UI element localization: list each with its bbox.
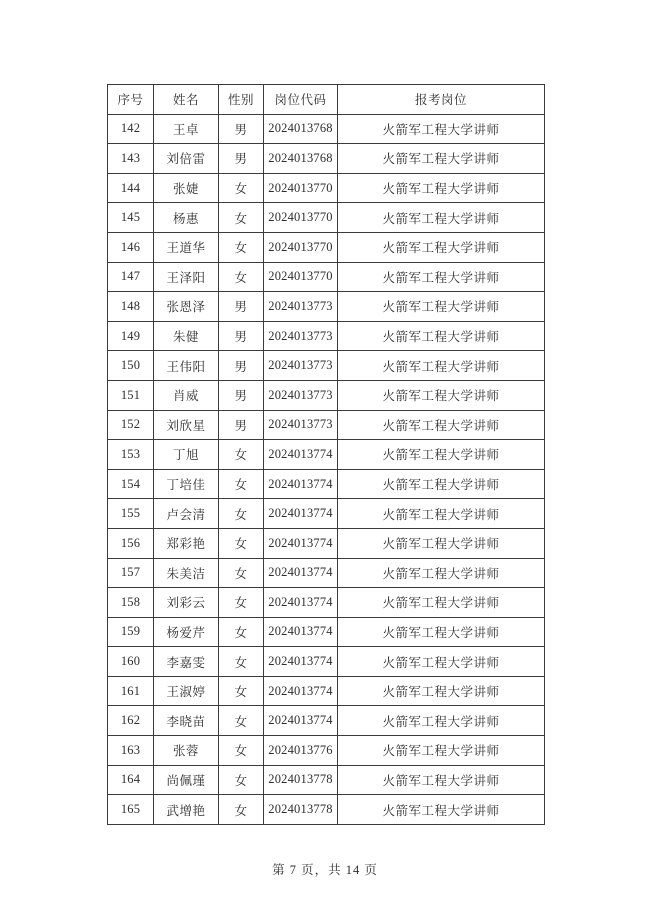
gender-cell: 女: [219, 706, 264, 736]
name-cell: 丁培佳: [154, 469, 219, 499]
gender-cell: 女: [219, 647, 264, 677]
gender-cell: 男: [219, 321, 264, 351]
page-number: 第 7 页，共 14 页: [272, 863, 378, 877]
table-row: [108, 706, 545, 736]
table-row: [108, 173, 545, 203]
position-cell: 火箭军工程大学讲师: [338, 410, 545, 440]
position-cell: 火箭军工程大学讲师: [338, 351, 545, 381]
serial-cell: 156: [108, 528, 154, 558]
name-cell: 杨惠: [154, 203, 219, 233]
applicant-table: [107, 84, 545, 825]
gender-cell: 女: [219, 765, 264, 795]
table-row: [108, 558, 545, 588]
serial-cell: 149: [108, 321, 154, 351]
table-row: [108, 499, 545, 529]
name-cell: 郑彩艳: [154, 528, 219, 558]
position-cell: 火箭军工程大学讲师: [338, 647, 545, 677]
gender-cell: 女: [219, 528, 264, 558]
table-row: [108, 203, 545, 233]
position-cell: 火箭军工程大学讲师: [338, 262, 545, 292]
serial-cell: 154: [108, 469, 154, 499]
serial-cell: 155: [108, 499, 154, 529]
code-cell: 2024013773: [264, 351, 338, 381]
col-header-code: 岗位代码: [264, 85, 338, 115]
table-row: [108, 795, 545, 825]
table-row: [108, 114, 545, 144]
serial-cell: 145: [108, 203, 154, 233]
serial-cell: 163: [108, 736, 154, 766]
gender-cell: 女: [219, 173, 264, 203]
gender-cell: 女: [219, 588, 264, 618]
position-cell: 火箭军工程大学讲师: [338, 380, 545, 410]
name-cell: 王淑婷: [154, 676, 219, 706]
gender-cell: 女: [219, 499, 264, 529]
name-cell: 王泽阳: [154, 262, 219, 292]
position-cell: 火箭军工程大学讲师: [338, 173, 545, 203]
position-cell: 火箭军工程大学讲师: [338, 588, 545, 618]
serial-cell: 148: [108, 292, 154, 322]
gender-cell: 男: [219, 114, 264, 144]
gender-cell: 女: [219, 469, 264, 499]
serial-cell: 162: [108, 706, 154, 736]
serial-cell: 151: [108, 380, 154, 410]
code-cell: 2024013778: [264, 765, 338, 795]
position-cell: 火箭军工程大学讲师: [338, 203, 545, 233]
code-cell: 2024013770: [264, 262, 338, 292]
serial-cell: 143: [108, 144, 154, 174]
position-cell: 火箭军工程大学讲师: [338, 440, 545, 470]
position-cell: 火箭军工程大学讲师: [338, 706, 545, 736]
serial-cell: 146: [108, 232, 154, 262]
name-cell: 张恩泽: [154, 292, 219, 322]
gender-cell: 女: [219, 558, 264, 588]
serial-cell: 158: [108, 588, 154, 618]
gender-cell: 男: [219, 144, 264, 174]
name-cell: 王道华: [154, 232, 219, 262]
table-row: [108, 765, 545, 795]
position-cell: 火箭军工程大学讲师: [338, 469, 545, 499]
name-cell: 杨爱芹: [154, 617, 219, 647]
position-cell: 火箭军工程大学讲师: [338, 795, 545, 825]
serial-cell: 161: [108, 676, 154, 706]
table-row: [108, 588, 545, 618]
name-cell: 李晓苗: [154, 706, 219, 736]
gender-cell: 女: [219, 617, 264, 647]
col-header-gender: 性别: [219, 85, 264, 115]
name-cell: 张蓉: [154, 736, 219, 766]
position-cell: 火箭军工程大学讲师: [338, 292, 545, 322]
code-cell: 2024013768: [264, 144, 338, 174]
code-cell: 2024013770: [264, 203, 338, 233]
gender-cell: 女: [219, 440, 264, 470]
gender-cell: 男: [219, 410, 264, 440]
table-row: [108, 440, 545, 470]
table-row: [108, 292, 545, 322]
name-cell: 李嘉雯: [154, 647, 219, 677]
table-row: [108, 321, 545, 351]
col-header-position: 报考岗位: [338, 85, 545, 115]
table-row: [108, 676, 545, 706]
code-cell: 2024013774: [264, 528, 338, 558]
position-cell: 火箭军工程大学讲师: [338, 232, 545, 262]
serial-cell: 159: [108, 617, 154, 647]
code-cell: 2024013776: [264, 736, 338, 766]
code-cell: 2024013774: [264, 558, 338, 588]
code-cell: 2024013774: [264, 588, 338, 618]
name-cell: 王伟阳: [154, 351, 219, 381]
code-cell: 2024013774: [264, 676, 338, 706]
serial-cell: 147: [108, 262, 154, 292]
name-cell: 尚佩瑾: [154, 765, 219, 795]
col-header-serial: 序号: [108, 85, 154, 115]
code-cell: 2024013774: [264, 647, 338, 677]
gender-cell: 男: [219, 351, 264, 381]
table-row: [108, 232, 545, 262]
table-row: [108, 351, 545, 381]
gender-cell: 男: [219, 292, 264, 322]
table-row: [108, 736, 545, 766]
name-cell: 张婕: [154, 173, 219, 203]
gender-cell: 女: [219, 795, 264, 825]
position-cell: 火箭军工程大学讲师: [338, 676, 545, 706]
code-cell: 2024013773: [264, 380, 338, 410]
table-row: [108, 410, 545, 440]
name-cell: 卢会清: [154, 499, 219, 529]
serial-cell: 164: [108, 765, 154, 795]
table-body: [108, 114, 545, 824]
serial-cell: 142: [108, 114, 154, 144]
position-cell: 火箭军工程大学讲师: [338, 499, 545, 529]
serial-cell: 144: [108, 173, 154, 203]
table-row: [108, 617, 545, 647]
code-cell: 2024013773: [264, 410, 338, 440]
code-cell: 2024013774: [264, 706, 338, 736]
serial-cell: 150: [108, 351, 154, 381]
code-cell: 2024013778: [264, 795, 338, 825]
serial-cell: 152: [108, 410, 154, 440]
name-cell: 王卓: [154, 114, 219, 144]
gender-cell: 女: [219, 262, 264, 292]
position-cell: 火箭军工程大学讲师: [338, 617, 545, 647]
code-cell: 2024013770: [264, 173, 338, 203]
code-cell: 2024013774: [264, 617, 338, 647]
gender-cell: 男: [219, 380, 264, 410]
name-cell: 刘欣星: [154, 410, 219, 440]
name-cell: 肖威: [154, 380, 219, 410]
name-cell: 朱健: [154, 321, 219, 351]
code-cell: 2024013773: [264, 292, 338, 322]
name-cell: 刘彩云: [154, 588, 219, 618]
code-cell: 2024013774: [264, 469, 338, 499]
code-cell: 2024013774: [264, 440, 338, 470]
name-cell: 朱美洁: [154, 558, 219, 588]
table-row: [108, 262, 545, 292]
serial-cell: 160: [108, 647, 154, 677]
table-row: [108, 380, 545, 410]
col-header-name: 姓名: [154, 85, 219, 115]
gender-cell: 女: [219, 232, 264, 262]
serial-cell: 157: [108, 558, 154, 588]
code-cell: 2024013770: [264, 232, 338, 262]
gender-cell: 女: [219, 736, 264, 766]
gender-cell: 女: [219, 203, 264, 233]
position-cell: 火箭军工程大学讲师: [338, 558, 545, 588]
header-row: [108, 85, 545, 115]
name-cell: 刘倍雷: [154, 144, 219, 174]
position-cell: 火箭军工程大学讲师: [338, 736, 545, 766]
position-cell: 火箭军工程大学讲师: [338, 114, 545, 144]
code-cell: 2024013774: [264, 499, 338, 529]
serial-cell: 165: [108, 795, 154, 825]
code-cell: 2024013768: [264, 114, 338, 144]
table-row: [108, 528, 545, 558]
position-cell: 火箭军工程大学讲师: [338, 765, 545, 795]
gender-cell: 女: [219, 676, 264, 706]
name-cell: 丁旭: [154, 440, 219, 470]
serial-cell: 153: [108, 440, 154, 470]
name-cell: 武增艳: [154, 795, 219, 825]
position-cell: 火箭军工程大学讲师: [338, 144, 545, 174]
position-cell: 火箭军工程大学讲师: [338, 321, 545, 351]
table-row: [108, 469, 545, 499]
code-cell: 2024013773: [264, 321, 338, 351]
position-cell: 火箭军工程大学讲师: [338, 528, 545, 558]
table-row: [108, 647, 545, 677]
table-row: [108, 144, 545, 174]
